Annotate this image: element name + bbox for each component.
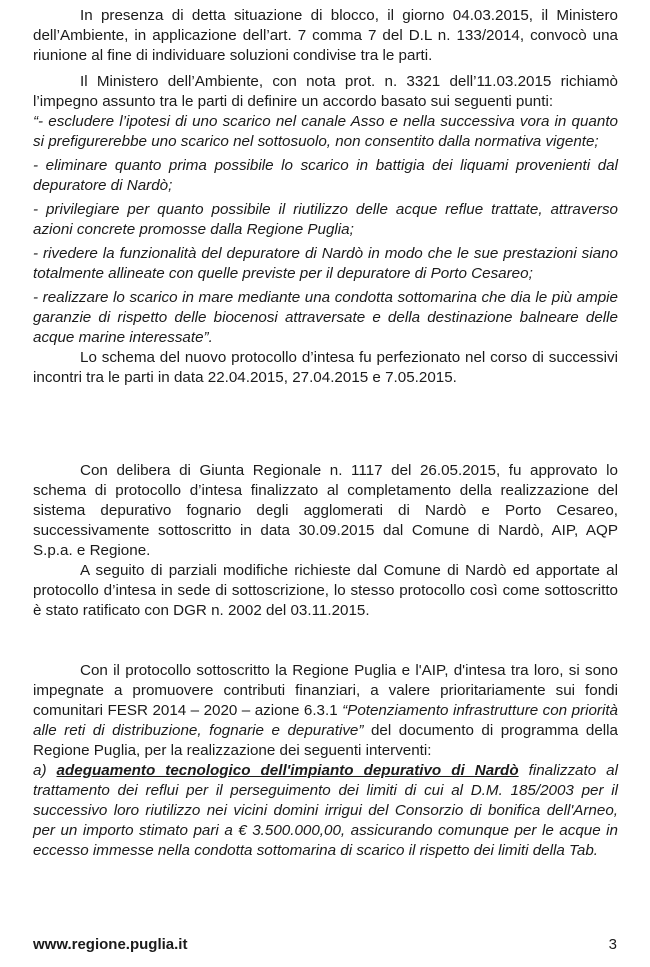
intervention-a <box>33 761 618 861</box>
quote-item-3: - privilegiare per quanto possibile il riutilizzo delle acque reflue trattate, attraverso azioni concrete promosse dalla Regione Puglia; <box>33 201 618 238</box>
body-text-section-1 <box>33 6 618 388</box>
footer-website: www.regione.puglia.it <box>33 936 188 953</box>
financing-text-a: Con il protocollo sottoscritto la Regione Puglia e l'AIP, d'intesa tra loro, si sono impegnate a promuovere contributi finanziari, a valere prioritariamente sui fondi comunitari FESR 2014 – 2020 – azione 6.3.1 <box>33 662 618 719</box>
intervention-a-text: finalizzato al trattamento dei reflui per il perseguimento dei limiti di cui al D.M. 185/2003 per il successivo loro riutilizzo nei vicini domini irrigui del Consorzio di bonifica dell'Arneo, per un importo stimato pari a € 3.500.000,00, assicurando comunque per le acque in eccesso immesse nella condotta sottomarina di scarico il rispetto dei limiti della Tab. <box>33 762 619 859</box>
intervention-a-label: a) <box>33 762 57 779</box>
body-text-section-2 <box>33 461 618 621</box>
quote-item-5: - realizzare lo scarico in mare mediante una condotta sottomarina che dia le più ampie garanzie di rispetto delle biocenosi attraversate e della destinazione balneare delle acque marine interessate”. <box>33 289 618 346</box>
paragraph-modifications: A seguito di parziali modifiche richieste dal Comune di Nardò ed apportate al protocollo d’intesa in sede di sottoscrizione, lo stesso protocollo così come sottoscritto è stato ratificato con DGR n. 2002 del 03.11.2015. <box>33 562 618 619</box>
action-title: “Potenziamento infrastrutture con priorità alle reti di distribuzione, fognarie e depurative” <box>33 702 618 739</box>
paragraph-financing <box>33 661 618 761</box>
paragraph-ministry-note: Il Ministero dell’Ambiente, con nota prot. n. 3321 dell’11.03.2015 richiamò l’impegno assunto tra le parti di definire un accordo basato sui seguenti punti: <box>33 73 618 110</box>
paragraph-giunta-resolution: Con delibera di Giunta Regionale n. 1117 del 26.05.2015, fu approvato lo schema di protocollo d’intesa finalizzato al completamento della realizzazione del sistema depurativo fognario degli agglomerati di Nardò e Porto Cesareo, successivamente sottoscritto in data 30.09.2015 dal Comune di Nardò, AIP, AQP S.p.a. e Regione. <box>33 462 618 559</box>
footer-page-number: 3 <box>608 936 617 953</box>
body-text-section-3 <box>33 661 618 861</box>
financing-text-c: del documento di programma della Regione Puglia, per la realizzazione dei seguenti interventi: <box>33 722 618 759</box>
paragraph-protocol-schema: Lo schema del nuovo protocollo d’intesa fu perfezionato nel corso di successivi incontri tra le parti in data 22.04.2015, 27.04.2015 e 7.05.2015. <box>33 349 618 386</box>
intervention-a-title: adeguamento tecnologico dell'impianto depurativo di Nardò <box>56 762 519 779</box>
quote-item-1: “- escludere l’ipotesi di uno scarico nel canale Asso e nella successiva vora in quanto si prefigurerebbe uno scarico nel sottosuolo, non consentito dalla normativa vigente; <box>33 113 618 150</box>
paragraph-meeting: In presenza di detta situazione di blocco, il giorno 04.03.2015, il Ministero dell’Ambiente, in applicazione dell’art. 7 comma 7 del D.L n. 133/2014, convocò una riunione al fine di individuare soluzioni condivise tra le parti. <box>33 7 618 64</box>
quote-item-2: - eliminare quanto prima possibile lo scarico in battigia dei liquami provenienti dal depuratore di Nardò; <box>33 157 618 194</box>
quote-item-4: - rivedere la funzionalità del depuratore di Nardò in modo che le sue prestazioni siano totalmente allineate con quelle previste per il depuratore di Porto Cesareo; <box>33 245 618 282</box>
